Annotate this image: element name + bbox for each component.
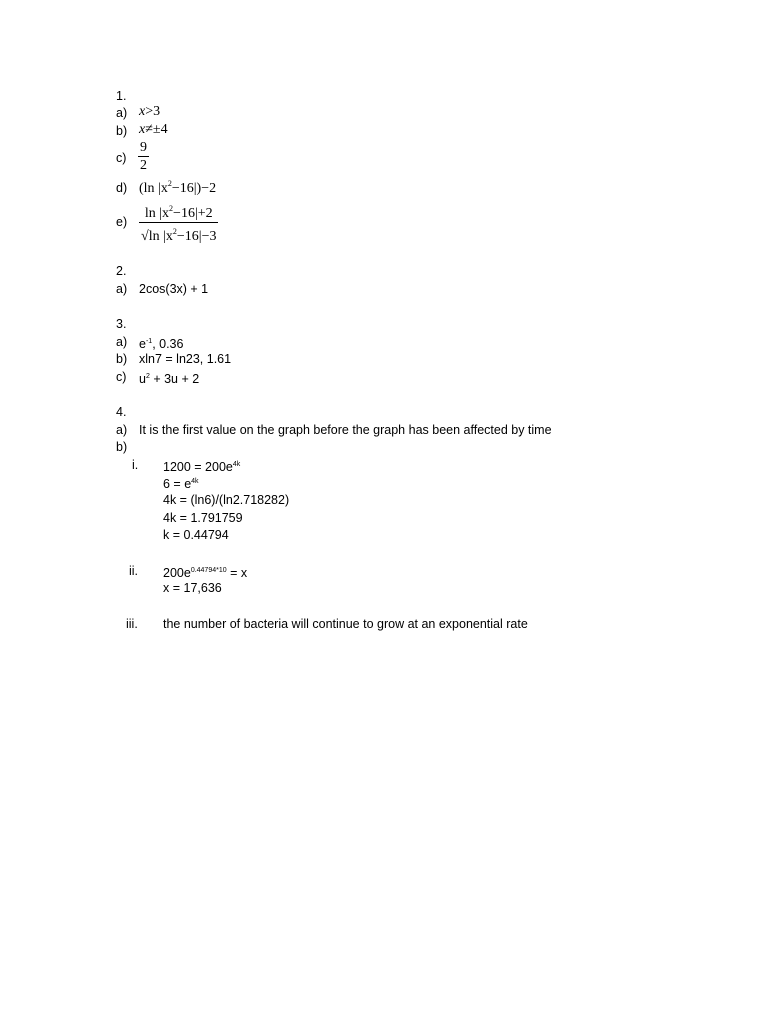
q4b-i-line3: 4k = (ln6)/(ln2.718282) [163,493,290,507]
q3a-answer: $e^{-1}$, 0.36 [139,337,184,351]
q1e-answer [139,201,218,245]
question-3-number: 3. [116,317,127,331]
q3c-label: c) [116,370,127,384]
q1b-answer: x≠±4 [139,122,168,137]
fraction: $\frac{\ln |x^2-16|+2}{√\ln |x^2-16|-3}$ [141,204,217,244]
fraction: $\frac{9}{2}$ [140,140,147,173]
q1e-label: e) [116,215,128,229]
q2a-label: a) [116,282,128,296]
q4b-i-line5: k = 0.44794 [163,528,229,542]
q4b-i-line1: $1200 = 200e^{4k}$ [163,460,241,474]
question-1-number: 1. [116,89,127,103]
q1a-label: a) [116,106,128,120]
question-4-number: 4. [116,405,127,419]
q3c-answer: $u^2 + 3u + 2$ [139,372,200,386]
q3b-answer: xln7 = ln23, 1.61 [139,352,232,366]
q1c-answer [138,140,149,174]
q4b-i-line4: 4k = 1.791759 [163,511,243,525]
q4b-label: b) [116,440,128,454]
q3a-label: a) [116,335,128,349]
q4b-ii-line1: $200e^{0.44794*10} = x$ [163,566,248,580]
q4a-answer: It is the first value on the graph before the graph has been affected by time [139,423,552,437]
q1c-label: c) [116,151,127,165]
q4b-i-label: i. [132,458,139,472]
q4b-iii-answer: the number of bacteria will continue to grow at an exponential rate [163,617,528,631]
q4b-i-line2: $6 = e^{4k}$ [163,477,199,491]
q1b-label: b) [116,124,128,138]
q4a-label: a) [116,423,128,437]
q4b-ii-line2: x = 17,636 [163,581,222,595]
q4b-iii-label: iii. [126,617,138,631]
q3b-label: b) [116,352,128,366]
q1d-label: d) [116,181,128,195]
q2a-answer: 2cos(3x) + 1 [139,282,209,296]
q4b-ii-label: ii. [129,564,139,578]
q1d-answer: (ln $|x^2-16|)-2$ [139,179,217,196]
q1a-answer: x>3 [139,104,161,119]
question-2-number: 2. [116,264,127,278]
